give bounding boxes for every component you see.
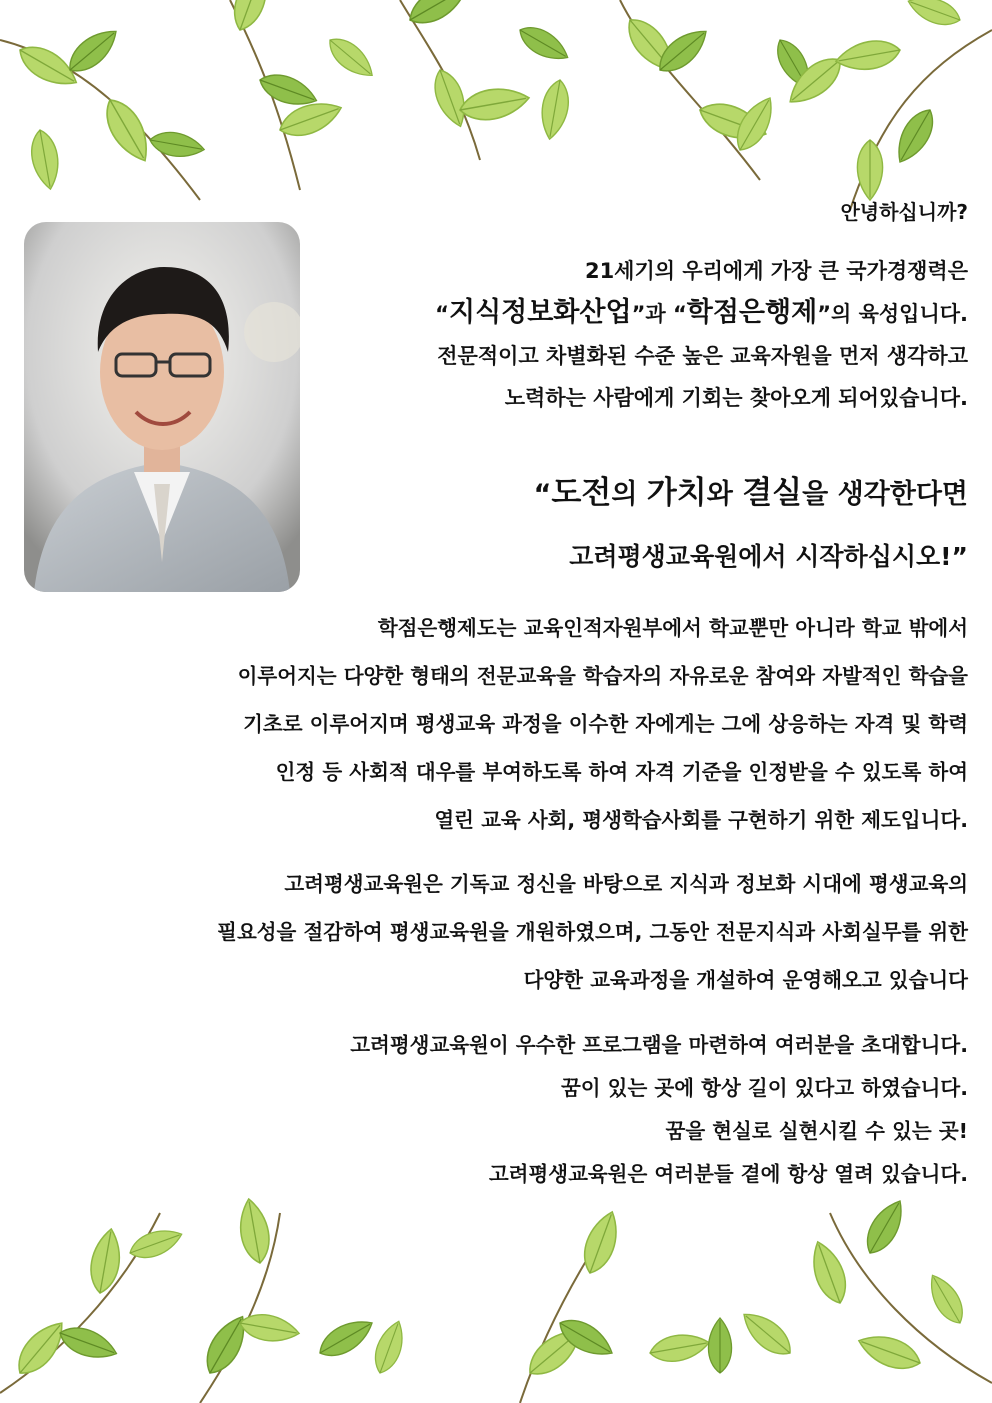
slogan-particle-3: 을 생각한다면: [802, 479, 968, 510]
paragraph-line: 학점은행제도는 교육인적자원부에서 학교뿐만 아니라 학교 밖에서: [377, 616, 968, 640]
slogan-word-value: 가치: [646, 475, 707, 511]
slogan-word-fruit: 결실: [742, 475, 803, 511]
quote-mark: “: [435, 302, 449, 326]
greeting: 안녕하십니까?: [840, 200, 968, 224]
paragraph-line: 이루어지는 다양한 형태의 전문교육을 학습자의 자유로운 참여와 자발적인 학습을: [237, 664, 968, 688]
paragraph-line: 고려평생교육원은 기독교 정신을 바탕으로 지식과 정보화 시대에 평생교육의: [284, 872, 968, 896]
intro-line-1: 21세기의 우리에게 가장 큰 국가경쟁력은: [584, 259, 968, 283]
intro-line-3: 전문적이고 차별화된 수준 높은 교육자원을 먼저 생각하고: [437, 344, 968, 368]
paragraph-line: 꿈이 있는 곳에 항상 길이 있다고 하였습니다.: [560, 1076, 968, 1100]
slogan-quote: “: [533, 479, 552, 510]
paragraph-line: 고려평생교육원은 여러분들 곁에 항상 열려 있습니다.: [488, 1162, 968, 1186]
paragraph-credit-bank: [24, 604, 968, 844]
intro-line-2-mid: ”과 “: [631, 302, 687, 326]
slogan-word-challenge: 도전: [551, 475, 612, 511]
paragraph-line: 인정 등 사회적 대우를 부여하도록 하여 자격 기준을 인정받을 수 있도록 하여: [275, 760, 968, 784]
slogan-line-1: [328, 462, 968, 526]
intro-block: [328, 250, 968, 419]
paragraph-institute: [24, 860, 968, 1004]
keyword-knowledge-industry: 지식정보화산업: [448, 297, 632, 328]
leaf-decoration-bottom: [0, 1183, 992, 1403]
intro-line-2: [328, 292, 968, 335]
paragraph-line: 꿈을 현실로 실현시킬 수 있는 곳!: [665, 1119, 968, 1143]
paragraph-line: 다양한 교육과정을 개설하여 운영해오고 있습니다: [523, 968, 968, 992]
paragraph-line: 필요성을 절감하여 평생교육원을 개원하였으며, 그동안 전문지식과 사회실무를 위한: [217, 920, 968, 944]
keyword-credit-bank: 학점은행제: [686, 297, 818, 328]
leaf-decoration-top: [0, 0, 992, 220]
paragraph-line: 열린 교육 사회, 평생학습사회를 구현하기 위한 제도입니다.: [434, 808, 968, 832]
slogan-line-2: 고려평생교육원에서 시작하십시오!”: [569, 542, 968, 571]
intro-line-4: 노력하는 사람에게 기회는 찾아오게 되어있습니다.: [504, 386, 968, 410]
paragraph-invitation: [24, 1024, 968, 1196]
slogan-particle-2: 와: [706, 479, 743, 510]
portrait-photo: [24, 222, 300, 592]
paragraph-line: 기초로 이루어지며 평생교육 과정을 이수한 자에게는 그에 상응하는 자격 및 학력: [243, 712, 968, 736]
slogan-particle-1: 의: [611, 479, 647, 510]
intro-line-2-end: ”의 육성입니다.: [817, 302, 968, 326]
paragraph-line: 고려평생교육원이 우수한 프로그램을 마련하여 여러분을 초대합니다.: [350, 1033, 968, 1057]
slogan-block: [328, 462, 968, 588]
